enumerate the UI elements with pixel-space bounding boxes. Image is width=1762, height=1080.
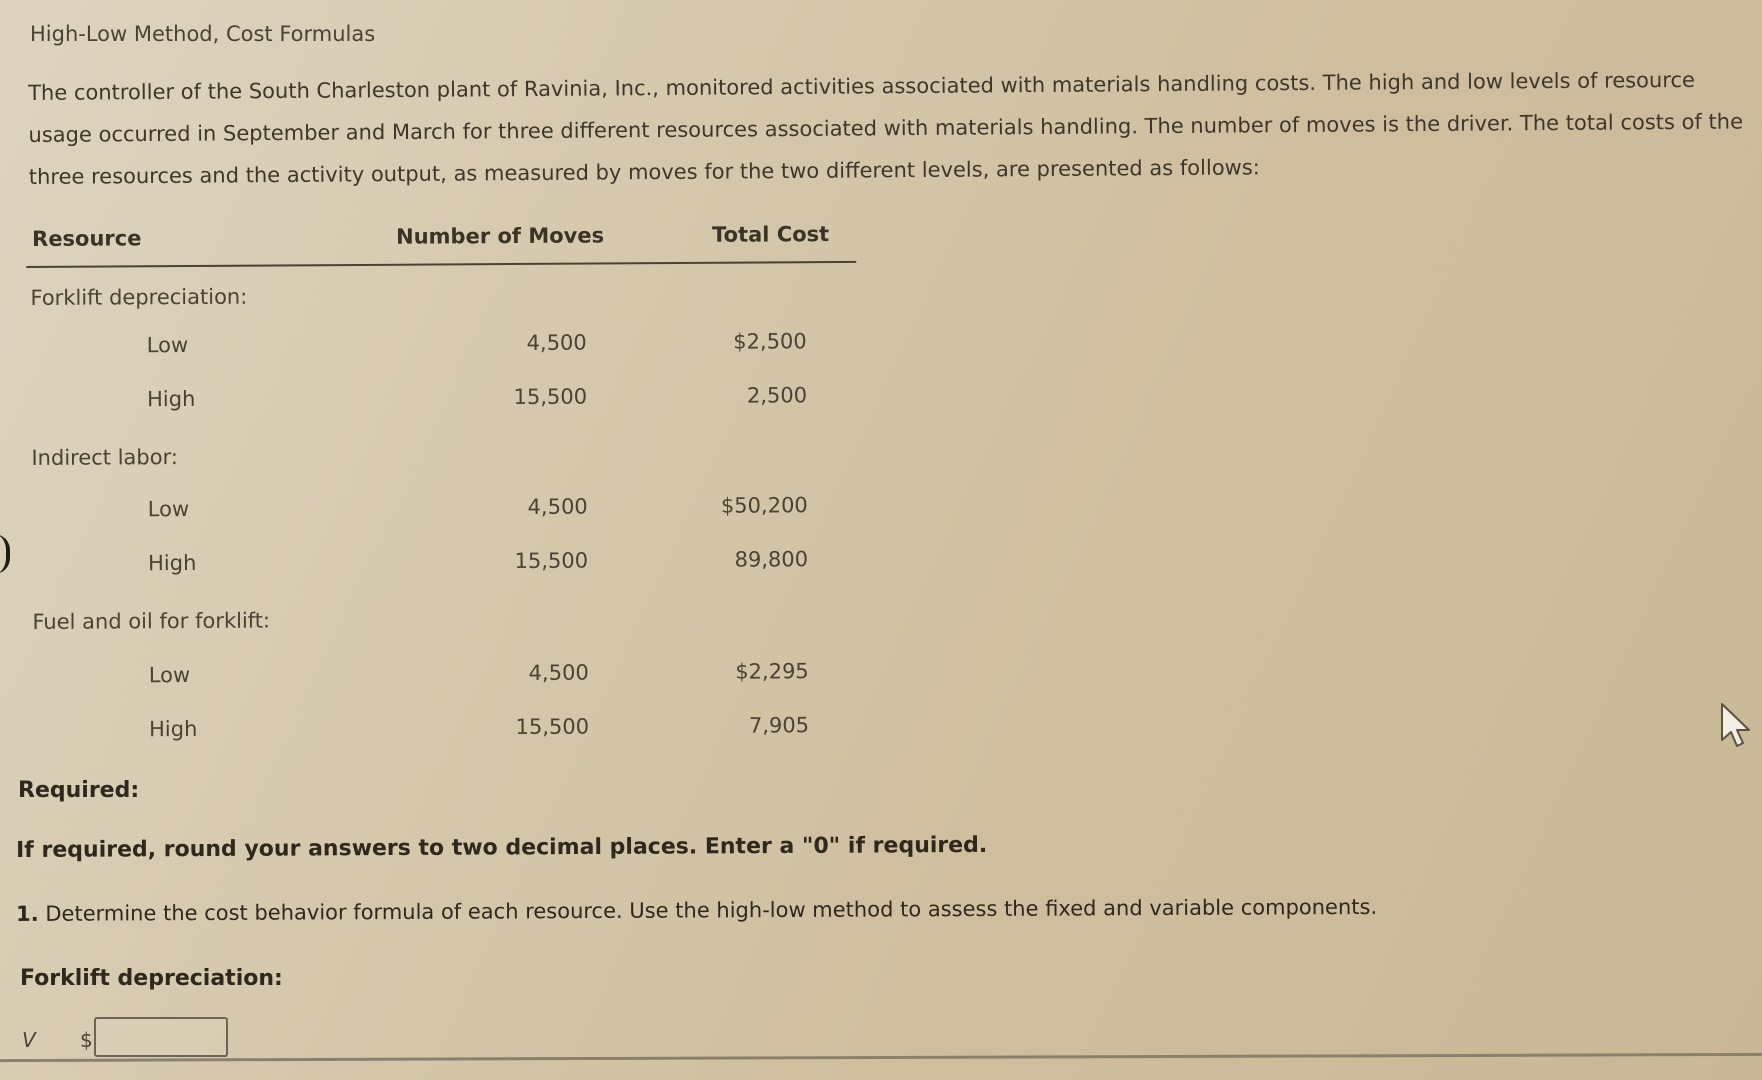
table-row: [29, 707, 859, 752]
resource-table: [26, 217, 859, 752]
level-label: Low: [148, 663, 191, 688]
cost-value: $2,500: [733, 329, 807, 354]
question-1: [16, 895, 1377, 926]
rounding-instruction: If required, round your answers to two decimal places. Enter a "0" if required.: [16, 832, 988, 863]
group-label: Forklift depreciation:: [30, 284, 248, 310]
table-row: [29, 653, 859, 698]
required-heading: Required:: [18, 778, 140, 803]
header-resource: Resource: [32, 226, 142, 251]
mouse-pointer-icon: [1718, 702, 1754, 752]
group-label: Indirect labor:: [31, 445, 178, 470]
table-row: [27, 323, 857, 368]
moves-value: 15,500: [513, 384, 588, 410]
level-label: High: [148, 550, 197, 576]
cost-value: 2,500: [746, 383, 808, 408]
currency-symbol: $: [80, 1028, 93, 1052]
question-number: 1.: [16, 901, 39, 926]
bottom-divider: [0, 1053, 1762, 1062]
header-number-of-moves: Number of Moves: [396, 223, 605, 249]
moves-value: 15,500: [514, 548, 589, 574]
moves-value: 4,500: [526, 330, 587, 355]
group-row-fuel-and-oil: [28, 599, 858, 644]
cost-value: $50,200: [720, 493, 808, 518]
header-total-cost: Total Cost: [712, 222, 830, 247]
moves-value: 4,500: [527, 494, 588, 519]
group-row-forklift-depreciation: [26, 275, 856, 320]
group-label: Fuel and oil for forklift:: [32, 608, 271, 634]
cost-value: 89,800: [734, 547, 809, 572]
cost-value: $2,295: [735, 659, 809, 684]
table-row: [27, 377, 857, 422]
level-label: Low: [147, 497, 190, 522]
moves-value: 4,500: [528, 660, 589, 685]
forklift-depreciation-heading: Forklift depreciation:: [20, 966, 283, 991]
level-label: High: [149, 716, 198, 742]
left-edge-mark: [0, 534, 10, 574]
cost-value: 7,905: [748, 713, 810, 738]
variable-label: V: [22, 1028, 36, 1052]
level-label: Low: [146, 333, 189, 358]
level-label: High: [147, 386, 196, 412]
intro-text: The controller of the South Charleston plant of Ravinia, Inc., monitored activities associated with materials handling costs. The high and low levels of resource usage occurred in September and March for three different resources associated with materials handling. The number of moves is the driver. The total costs of the three resources and the activity output, as measured by moves for the two different levels, are presented as follows:: [28, 67, 1744, 189]
forklift-variable-rate-input[interactable]: [94, 1017, 228, 1057]
page-title: High-Low Method, Cost Formulas: [30, 22, 376, 46]
table-row: [28, 541, 858, 586]
group-row-indirect-labor: [27, 435, 857, 480]
header-divider: [26, 261, 856, 268]
question-text: Determine the cost behavior formula of each resource. Use the high-low method to assess the fixed and variable components.: [45, 894, 1378, 926]
table-row: [28, 487, 858, 532]
intro-paragraph: [28, 58, 1749, 198]
moves-value: 15,500: [515, 714, 590, 740]
